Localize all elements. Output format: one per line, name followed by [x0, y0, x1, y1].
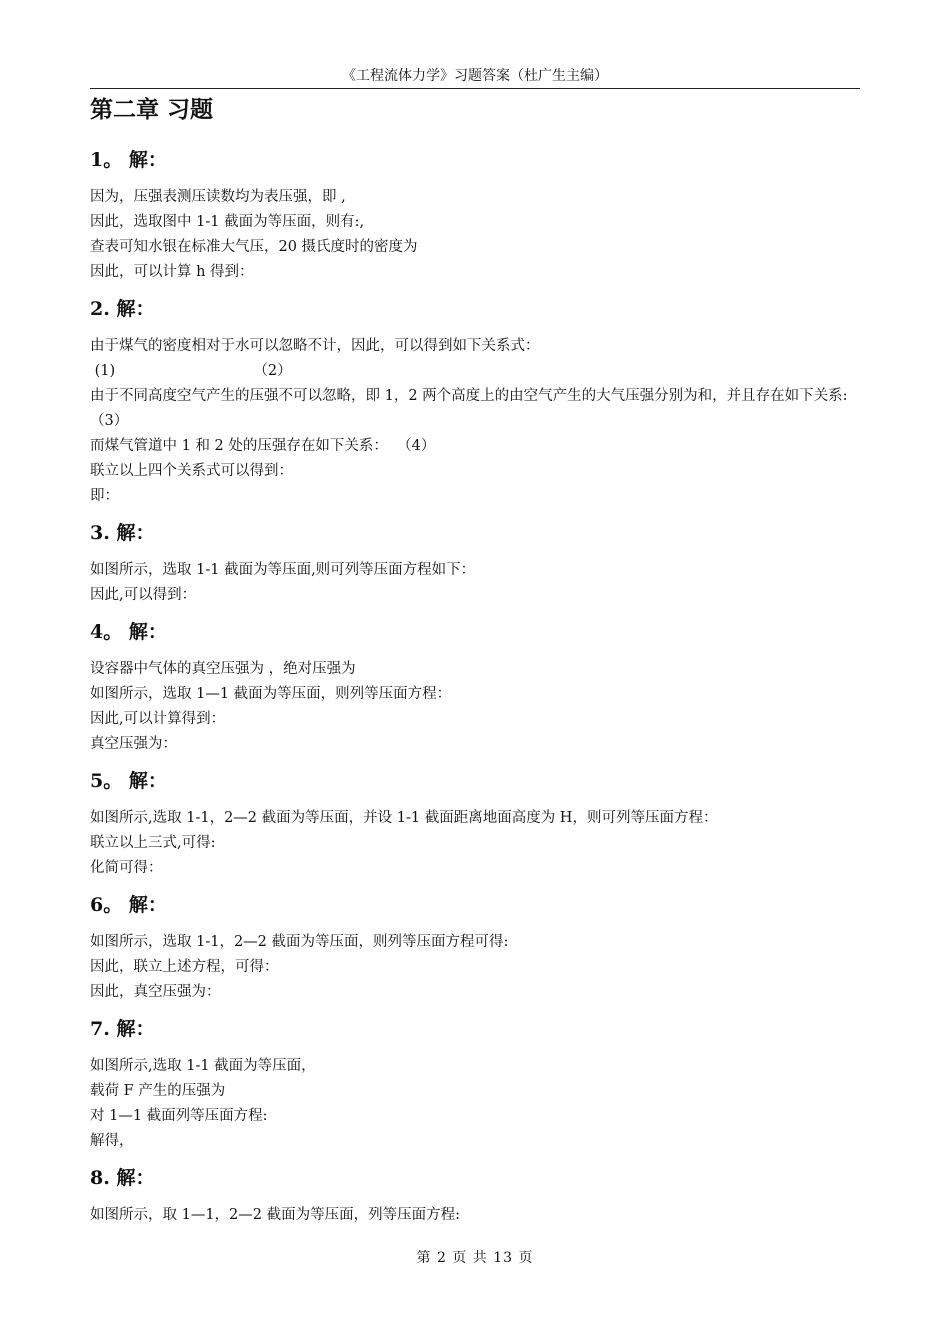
solution-line: 真空压强为： [90, 736, 177, 752]
solution-line: (1) （2） [90, 363, 292, 379]
solution-line: 如图所示，取 1—1，2—2 截面为等压面，列等压面方程: [90, 1207, 461, 1223]
solution-line: 由于不同高度空气产生的压强不可以忽略，即 1，2 两个高度上的由空气产生的大气压强分别为和，并且存在如下关系:（3） [90, 388, 848, 429]
solution-heading: 3. 解： [90, 522, 155, 544]
solution-line: 联立以上四个关系式可以得到： [90, 463, 293, 479]
solution-heading: 6。 解： [90, 894, 167, 916]
header-rule [90, 88, 860, 89]
solution-line: 如图所示,选取 1-1，2—2 截面为等压面，并设 1-1 截面距离地面高度为 H，则可列等压面方程： [90, 810, 718, 826]
solution-heading: 4。 解： [90, 621, 167, 643]
solution-line: 而煤气管道中 1 和 2 处的压强存在如下关系： （4） [90, 438, 436, 454]
solution-3 [90, 518, 865, 608]
solution-heading: 8. 解： [90, 1167, 155, 1189]
solution-heading: 1。 解： [90, 149, 167, 171]
solution-heading: 5。 解： [90, 770, 167, 792]
exercise-solutions [90, 145, 865, 1237]
solution-7 [90, 1014, 865, 1154]
solution-line: 由于煤气的密度相对于水可以忽略不计，因此，可以得到如下关系式： [90, 338, 540, 354]
solution-4 [90, 617, 865, 757]
solution-line: 如图所示，选取 1—1 截面为等压面，则列等压面方程： [90, 686, 452, 702]
solution-heading: 7. 解： [90, 1018, 155, 1040]
solution-1 [90, 145, 865, 285]
solution-line: 因为，压强表测压读数均为表压强，即 , [90, 189, 346, 205]
solution-line: 设容器中气体的真空压强为 ，绝对压强为 [90, 661, 356, 677]
solution-line: 载荷 F 产生的压强为 [90, 1083, 226, 1099]
solution-line: 因此，选取图中 1-1 截面为等压面，则有:, [90, 214, 365, 230]
solution-line: 联立以上三式,可得: [90, 835, 216, 851]
chapter-title: 第二章 习题 [90, 97, 214, 123]
solution-line: 因此，联立上述方程，可得： [90, 959, 279, 975]
solution-line: 如图所示,选取 1-1 截面为等压面， [90, 1058, 316, 1074]
solution-line: 因此，真空压强为： [90, 984, 221, 1000]
solution-line: 对 1—1 截面列等压面方程: [90, 1108, 268, 1124]
running-header: 《工程流体力学》习题答案（杜广生主编） [342, 68, 608, 84]
solution-8 [90, 1163, 865, 1228]
solution-heading: 2. 解： [90, 298, 155, 320]
solution-line: 如图所示，选取 1-1 截面为等压面,则可列等压面方程如下： [90, 562, 476, 578]
solution-line: 查表可知水银在标准大气压，20 摄氏度时的密度为 [90, 239, 418, 255]
solution-line: 解得， [90, 1133, 134, 1149]
page-number: 第 2 页 共 13 页 [416, 1250, 534, 1266]
solution-line: 如图所示，选取 1-1，2—2 截面为等压面，则列等压面方程可得: [90, 934, 509, 950]
solution-line: 因此,可以计算得到： [90, 711, 226, 727]
solution-5 [90, 766, 865, 881]
solution-line: 化简可得： [90, 860, 163, 876]
solution-line: 因此，可以计算 h 得到： [90, 264, 254, 280]
solution-2 [90, 294, 865, 509]
solution-6 [90, 890, 865, 1005]
solution-line: 即： [90, 488, 119, 504]
solution-line: 因此,可以得到： [90, 587, 197, 603]
